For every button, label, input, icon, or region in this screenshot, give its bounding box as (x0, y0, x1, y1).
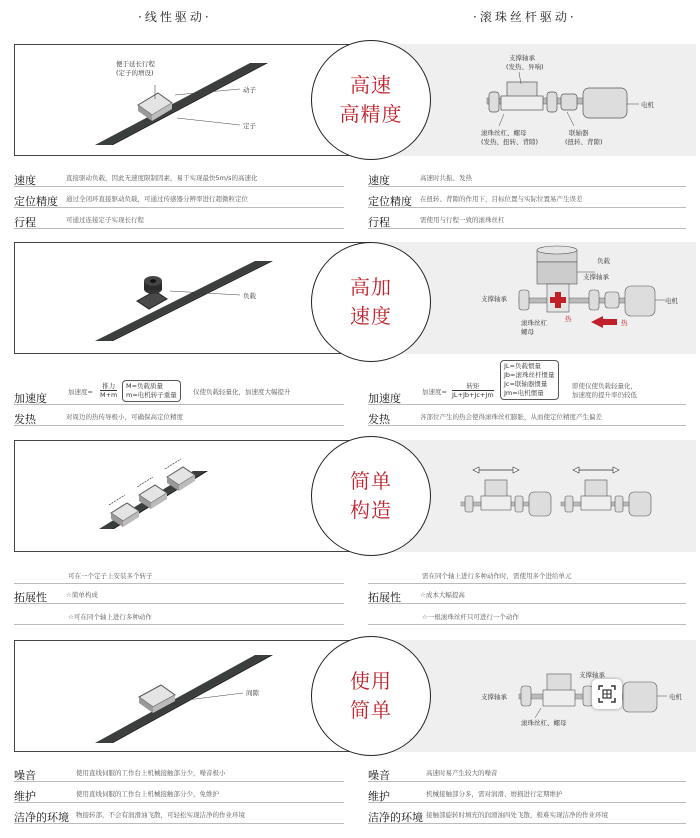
formula-note-1: 即使仅使负载轻量化， (572, 382, 637, 390)
row-label: 洁净的环境 (368, 811, 423, 824)
row-label: 加速度 (368, 392, 401, 405)
row-text: ☆成本大幅提高 (420, 591, 465, 599)
header-linear: ·线性驱动· (138, 10, 212, 24)
row-text: 需使用与行程一致的滚珠丝杠 (420, 216, 505, 224)
row-text: 对周边的热传导极小，可确保高定位精度 (66, 413, 183, 421)
ann-heat-2: 热 (621, 319, 628, 327)
circle-text-2: 速度 (350, 304, 392, 328)
divider (368, 425, 686, 426)
row-label: 行程 (14, 216, 36, 229)
row-label: 速度 (14, 174, 36, 187)
feature-circle-structure (311, 436, 431, 556)
divider (14, 603, 344, 604)
row-text: ☆简单构成 (66, 591, 98, 599)
divider (14, 823, 344, 824)
scalability-note-right: 需在同个轴上进行多种动作时，需使用多个进给单元 (422, 572, 572, 580)
ann-nut: 螺母 (521, 328, 534, 336)
formula-note-2: 加速度的提升率仍较低 (572, 391, 637, 399)
circle-text-1: 高加 (350, 275, 392, 299)
row-text: 物接转部，不会有润滑油飞散，可轻松实现洁净的作业环境 (76, 811, 245, 819)
divider (14, 228, 344, 229)
scan-icon (597, 684, 617, 704)
ann-support-bearing-left: 支撑轴承 (481, 693, 507, 701)
divider (368, 603, 686, 604)
scalability-bottom-left: ☆可在同个轴上进行多种动作 (68, 613, 152, 621)
ann-coupling-sub: (扭转、背隙) (565, 138, 603, 146)
row-label: 发热 (368, 413, 390, 426)
legend-line: Jb=滚珠丝杆惯量 (504, 371, 555, 379)
feature-circle-accel (311, 242, 431, 362)
row-label: 维护 (368, 790, 390, 803)
row-label: 定位精度 (368, 195, 412, 208)
ann-support-bearing-top: 支撑轴承 (579, 671, 605, 679)
row-text: 高速时易产生较大的噪音 (426, 769, 498, 777)
divider (368, 583, 686, 584)
row-label: 维护 (14, 790, 36, 803)
row-text: 高速时共振、发热 (420, 174, 472, 182)
circle-text-1: 使用 (350, 669, 392, 693)
row-label: 洁净的环境 (14, 811, 69, 824)
ann-screw-nut: 滚珠丝杠、螺母 (481, 129, 527, 137)
row-text: 使用直线伺服的工作台上机械接触部分少，噪音极小 (76, 769, 226, 777)
circle-text-2: 简单 (350, 698, 392, 722)
scan-button[interactable] (592, 679, 622, 709)
ann-support-bearing-top: 支撑轴承 (583, 273, 609, 281)
section-high-accel (14, 242, 686, 354)
ann-load: 负载 (597, 257, 610, 265)
formula-prefix: 加速度= (68, 388, 93, 396)
ann-mover: 动子 (243, 86, 256, 94)
row-text: 通过全闭环直接驱动负载，可通过传感器分辨率进行超微粒定位 (66, 195, 248, 203)
divider (14, 781, 344, 782)
ann-support-bearing-sub: (发热、异响) (506, 63, 544, 71)
divider (14, 207, 344, 208)
scalability-bottom-right: ☆一根滚珠丝杆只可进行一个动作 (422, 613, 519, 621)
divider (14, 802, 344, 803)
circle-text-2: 高精度 (339, 102, 403, 126)
legend-line: JL=负载惯量 (504, 362, 541, 370)
formula-fraction (452, 381, 494, 399)
ann-gap: 间隙 (246, 689, 259, 697)
row-label: 噪音 (368, 769, 390, 782)
formula-legend (122, 380, 181, 402)
circle-text-2: 构造 (350, 498, 392, 522)
row-text: 接触部旋转时填充的润滑油四处飞散，极难实现洁净的作业环境 (426, 811, 608, 819)
section-simple-structure (14, 440, 686, 552)
divider (368, 228, 686, 229)
row-text: 使用直线伺服的工作台上机械接触部分少，免维护 (76, 790, 219, 798)
divider (368, 802, 686, 803)
divider (14, 186, 344, 187)
divider (368, 207, 686, 208)
formula-fraction (100, 381, 117, 399)
ann-motor: 电机 (665, 297, 678, 305)
divider (14, 425, 344, 426)
ann-coupling: 联轴器 (569, 129, 589, 137)
formula-legend (500, 360, 559, 400)
row-text: 直接驱动负载，因此无速度限制因素，易于实现最快5m/s的高速化 (66, 174, 258, 182)
divider (368, 404, 686, 405)
ann-screw-nut-sub: (发热、扭转、背隙) (481, 138, 539, 146)
divider (368, 823, 686, 824)
circle-text-1: 高速 (350, 73, 392, 97)
row-label: 发热 (14, 413, 36, 426)
ann-support-bearing-left: 支撑轴承 (481, 295, 507, 303)
formula-note: 仅使负载轻量化，加速度大幅提升 (193, 388, 291, 396)
row-label: 加速度 (14, 392, 47, 405)
row-text: 可通过连接定子实现长行程 (66, 216, 144, 224)
header-ballscrew: ·滚珠丝杆驱动· (473, 10, 577, 24)
ann-motor: 电机 (641, 101, 654, 109)
legend-line: Jm=电机惯量 (504, 389, 544, 397)
section-easy-use (14, 640, 686, 752)
formula-prefix: 加速度= (422, 388, 447, 396)
ann-screw: 滚珠丝杠 (521, 319, 547, 327)
scalability-note-left: 可在一个定子上安装多个转子 (68, 572, 153, 580)
row-text: 机械接触部分多，需对润滑、磨损进行定期维护 (426, 790, 563, 798)
ann-add-stator: (定子的增设) (116, 69, 154, 77)
formula-numerator: 转矩 (452, 381, 494, 391)
ann-screw-nut: 滚珠丝杠、螺母 (521, 719, 567, 727)
formula-denominator: JL+Jb+Jc+Jm (452, 391, 494, 399)
row-text: 在扭转、背隙的作用下，目标位置与实际位置易产生误差 (420, 195, 583, 203)
ann-stator: 定子 (243, 122, 256, 130)
row-label: 噪音 (14, 769, 36, 782)
row-label: 拓展性 (368, 591, 401, 604)
ann-load: 负载 (243, 292, 256, 300)
divider (368, 186, 686, 187)
divider (368, 624, 686, 625)
row-text: 各部位产生的热会使得滚珠丝杠膨胀，从而使定位精度产生偏差 (420, 413, 602, 421)
ann-heat-1: 热 (565, 315, 572, 323)
row-label: 速度 (368, 174, 390, 187)
legend-line: M=负载质量 (126, 382, 164, 390)
divider (14, 404, 344, 405)
section-high-speed (14, 44, 686, 156)
feature-circle-easy (311, 636, 431, 756)
divider (368, 781, 686, 782)
feature-circle-speed (311, 40, 431, 160)
formula-numerator: 推力 (100, 381, 117, 391)
legend-line: Jc=联轴器惯量 (504, 380, 548, 388)
ann-support-bearing: 支撑轴承 (509, 54, 535, 62)
row-label: 行程 (368, 216, 390, 229)
row-label: 定位精度 (14, 195, 58, 208)
ann-motor: 电机 (669, 693, 682, 701)
divider (14, 624, 344, 625)
ann-extend-stroke: 便于延长行程 (116, 60, 155, 68)
legend-line: m=电机转子重量 (126, 391, 177, 399)
formula-denominator: M+m (100, 391, 118, 399)
divider (14, 583, 344, 584)
row-label: 拓展性 (14, 591, 47, 604)
circle-text-1: 简单 (350, 469, 392, 493)
